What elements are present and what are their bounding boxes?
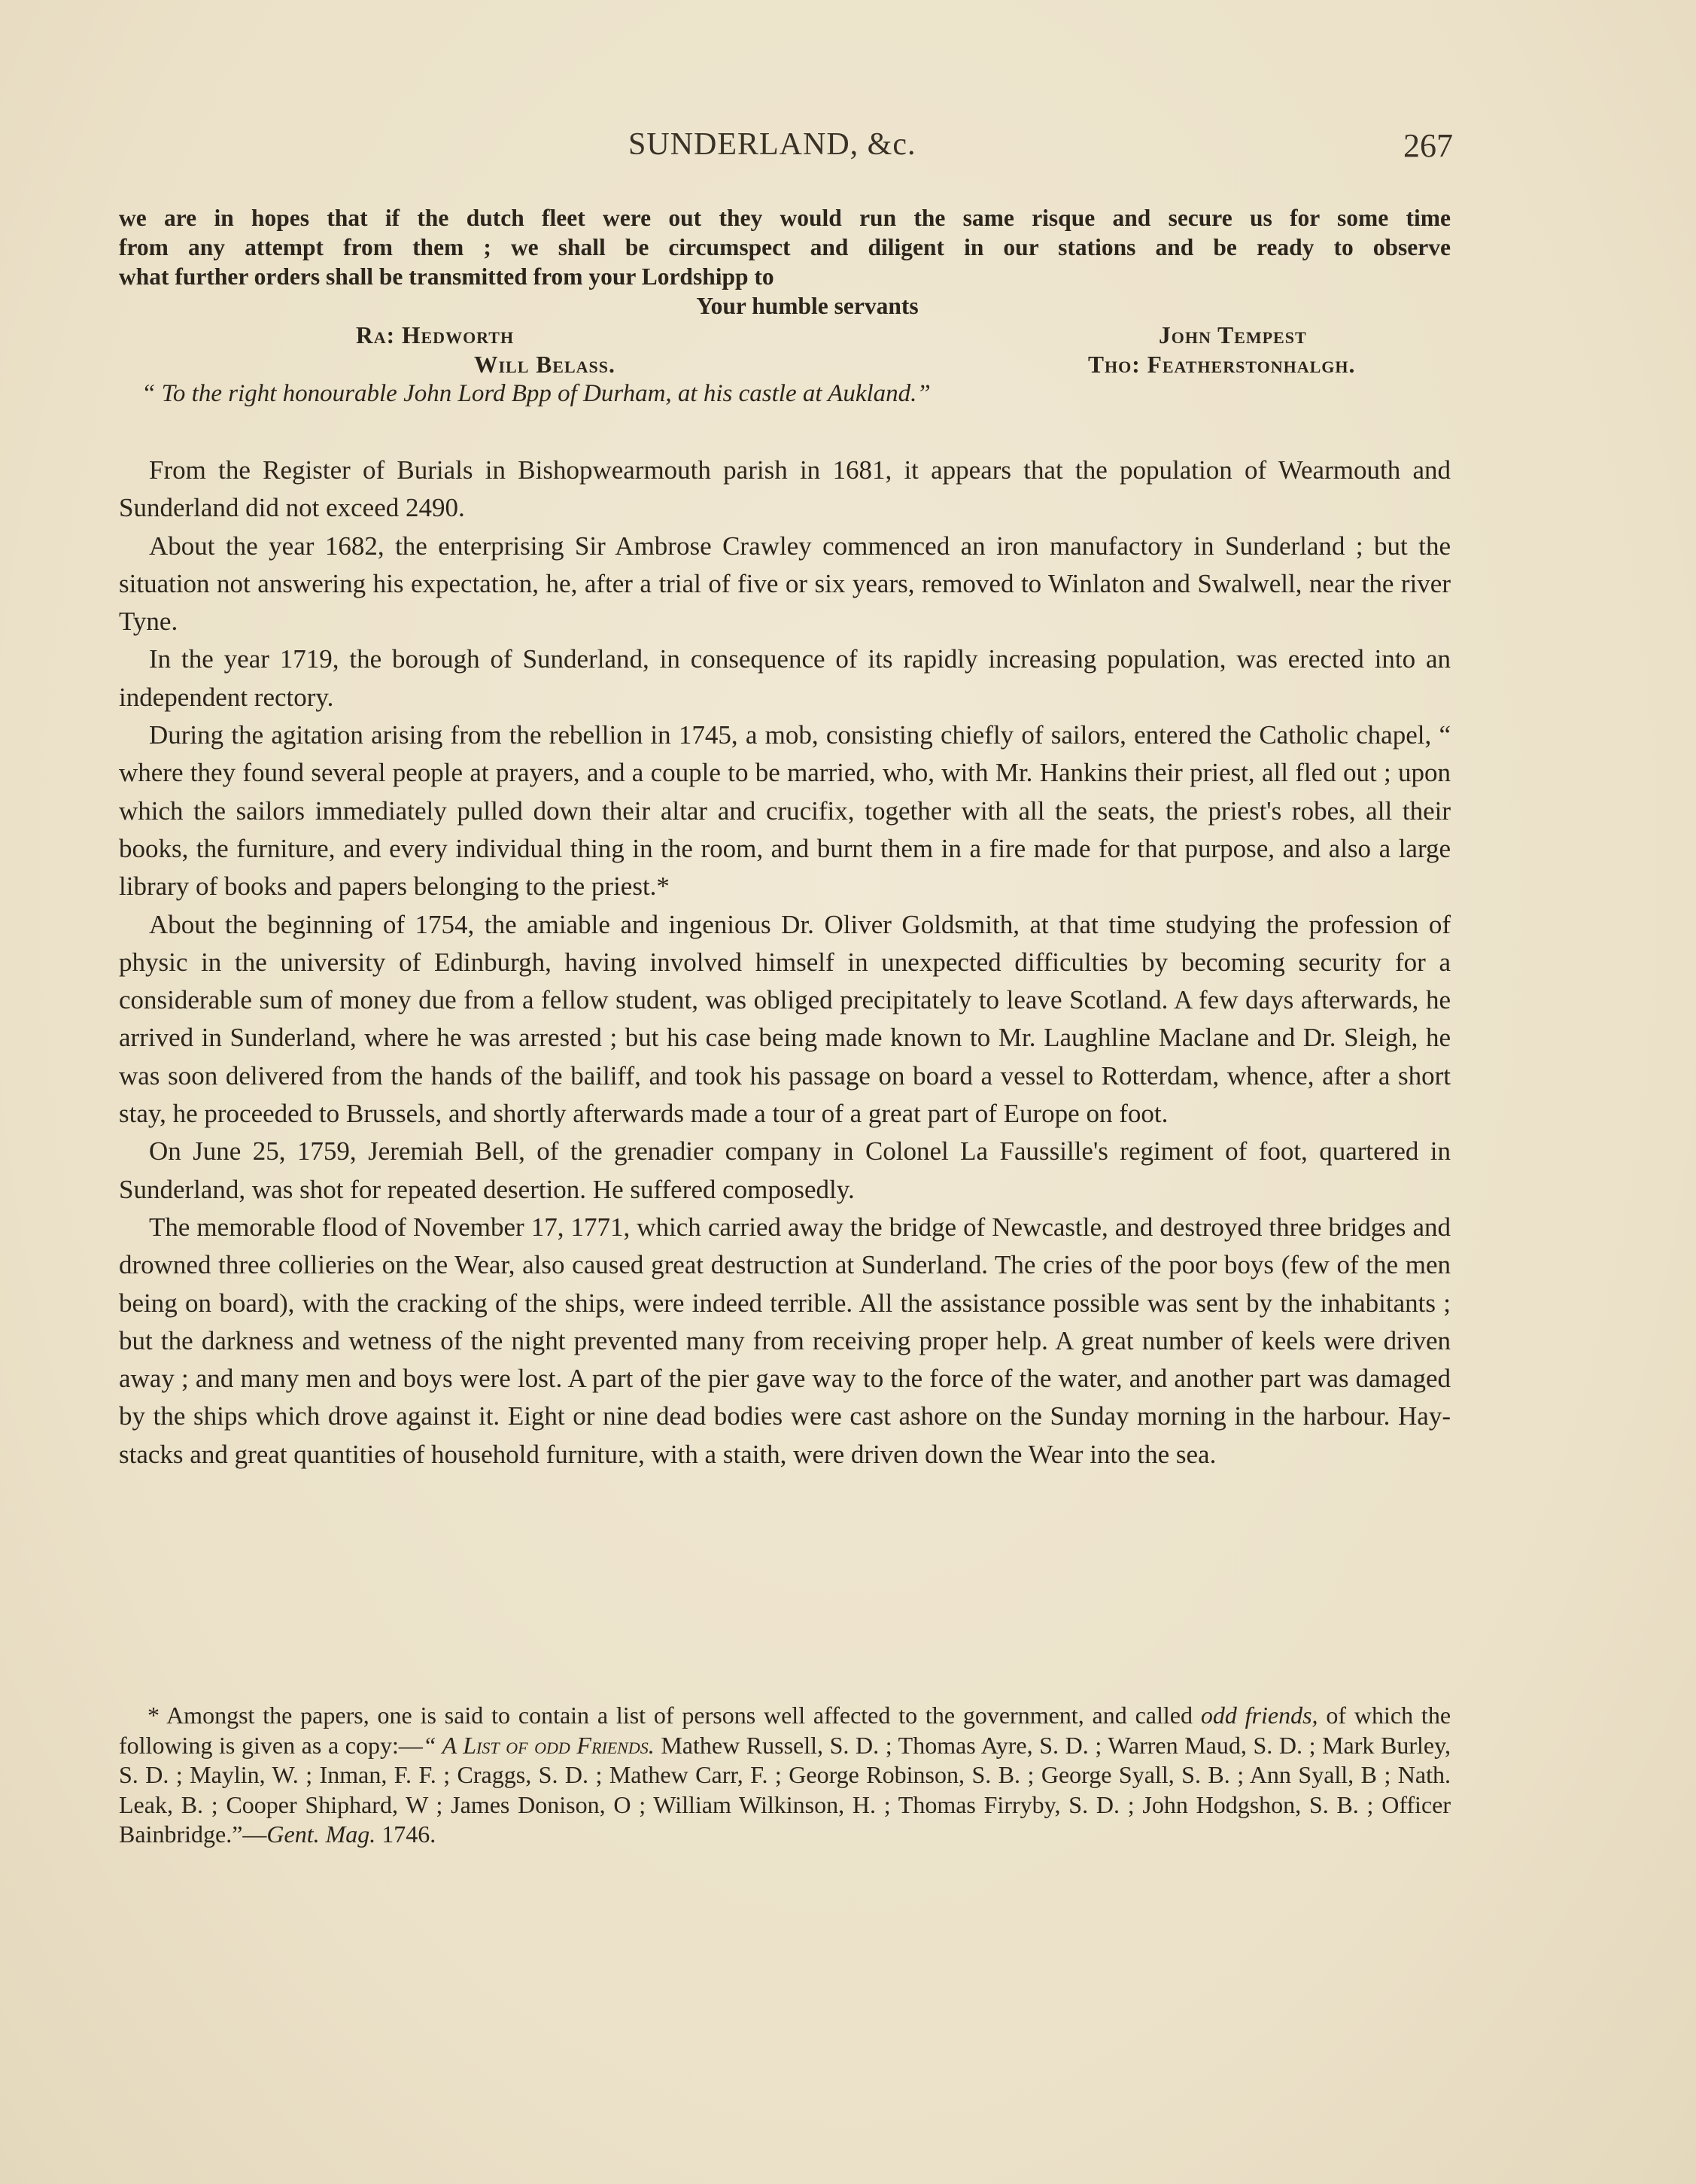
signature-row — [119, 350, 1451, 379]
running-title: SUNDERLAND, &c. — [628, 127, 916, 162]
paragraph: In the year 1719, the borough of Sunderland, in consequence of its rapidly increasing population, was erected into an independent rectory. — [119, 644, 1451, 712]
signatory: Ra: Hedworth — [356, 322, 515, 348]
paragraph: About the beginning of 1754, the amiable and ingenious Dr. Oliver Goldsmith, at that time studying the profession of physic in the university of Edinburgh, having involved himself in unexpected difficulties by becoming security for a considerable sum of money due from a fellow student, was obliged precipitately to leave Scotland. A few days afterwards, he arrived in Sunderland, where he was arrested ; but his case being made known to Mr. Laughline Maclane and Dr. Sleigh, he was soon delivered from the hands of the bailiff, and took his passage on board a vessel to Rotterdam, whence, after a short stay, he proceeded to Brussels, and shortly afterwards made a tour of a great part of Europe on foot. — [119, 909, 1451, 1129]
footnote-year: 1746. — [375, 1821, 436, 1848]
running-header — [0, 126, 1696, 172]
paragraph: About the year 1682, the enterprising Sir Ambrose Crawley commenced an iron manufactory in Sunderland ; but the situation not answering his expectation, he, after a trial of five or six years, removed to Winlaton and Swalwell, near the river Tyne. — [119, 531, 1451, 637]
paragraph: On June 25, 1759, Jeremiah Bell, of the grenadier company in Colonel La Faussille's regiment of foot, quartered in Sunderland, was shot for repeated desertion. He suffered composedly. — [119, 1136, 1451, 1204]
footnote-copy-text: of which the following is given as a copy:— — [119, 1702, 1451, 1759]
footnote-text — [119, 1701, 1451, 1850]
paragraph: During the agitation arising from the rebellion in 1745, a mob, consisting chiefly of sailors, entered the Catholic chapel, “ where they found several people at prayers, and a couple to be married, who, with Mr. Hankins their priest, all fled out ; upon which the sailors immediately pulled down their altar and crucifix, together with all the seats, the priest's robes, all their books, the furniture, and every individual thing in the room, and burnt them in a fire made for that purpose, and also a large library of books and papers belonging to the priest.* — [119, 720, 1451, 902]
letter-line: we are in hopes that if the dutch fleet were out they would run the same risque and secure us for some time — [119, 205, 1451, 231]
signatory: Tho: Featherstonhalgh. — [1088, 351, 1356, 378]
footnote-intro: * Amongst the papers, one is said to contain a list of persons well affected to the government, and called — [147, 1702, 1193, 1729]
letter-line: what further orders shall be transmitted from your Lordshipp to — [119, 263, 774, 290]
main-text — [119, 452, 1451, 1474]
letter-closing: Your humble servants — [696, 293, 919, 319]
page-number: 267 — [1403, 127, 1453, 164]
paragraph: From the Register of Burials in Bishopwearmouth parish in 1681, it appears that the population of Wearmouth and Sunderland did not exceed 2490. — [119, 455, 1451, 523]
letter-line: from any attempt from them ; we shall be circumspect and diligent in our stations and be ready to observe — [119, 234, 1451, 260]
letter-address: “ To the right honourable John Lord Bpp of Durham, at his castle at Aukland.” — [141, 380, 931, 407]
paragraph: The memorable flood of November 17, 1771, which carried away the bridge of Newcastle, and destroyed three bridges and drowned three collieries on the Wear, also caused great destruction at Sunderland. The cries of the poor boys (few of the men being on board), with the cracking of the ships, were indeed terrible. All the assistance possible was sent by the inhabitants ; but the darkness and wetness of the night prevented many from receiving proper help. A great number of keels were driven away ; and many men and boys were lost. A part of the pier gave way to the force of the water, and another part was damaged by the ships which drove against it. Eight or nine dead bodies were cast ashore on the Sunday morning in the harbour. Hay-stacks and great quantities of household furniture, with a staith, were driven down the Wear into the sea. — [119, 1212, 1451, 1469]
footnote-names: Mathew Russell, S. D. ; Thomas Ayre, S. D. ; Warren Maud, S. D. ; Mark Burley, S. D. ; Maylin, W. ; Inman, F. F. ; Craggs, S. D. ; Mathew Carr, F. ; George Robinson, S. B. ; George Syall, S. B. ; Ann Syall, B ; Nath. Leak, B. ; Cooper Shiphard, W ; James Donison, O ; William Wilkinson, H. ; Thomas Firryby, S. D. ; John Hodgshon, S. B. ; Officer Bainbridge.”— — [119, 1731, 1451, 1848]
footnote-source: Gent. Mag. — [266, 1821, 376, 1848]
letter-excerpt — [119, 203, 1451, 409]
signatory: Will Belass. — [474, 351, 615, 378]
signature-row — [119, 321, 1451, 350]
footnote-list-title: “ A List of odd Friends. — [422, 1731, 655, 1759]
signatory: John Tempest — [1159, 322, 1307, 348]
footnote — [119, 1701, 1451, 1850]
footnote-odd-friends: odd friends, — [1200, 1702, 1318, 1729]
